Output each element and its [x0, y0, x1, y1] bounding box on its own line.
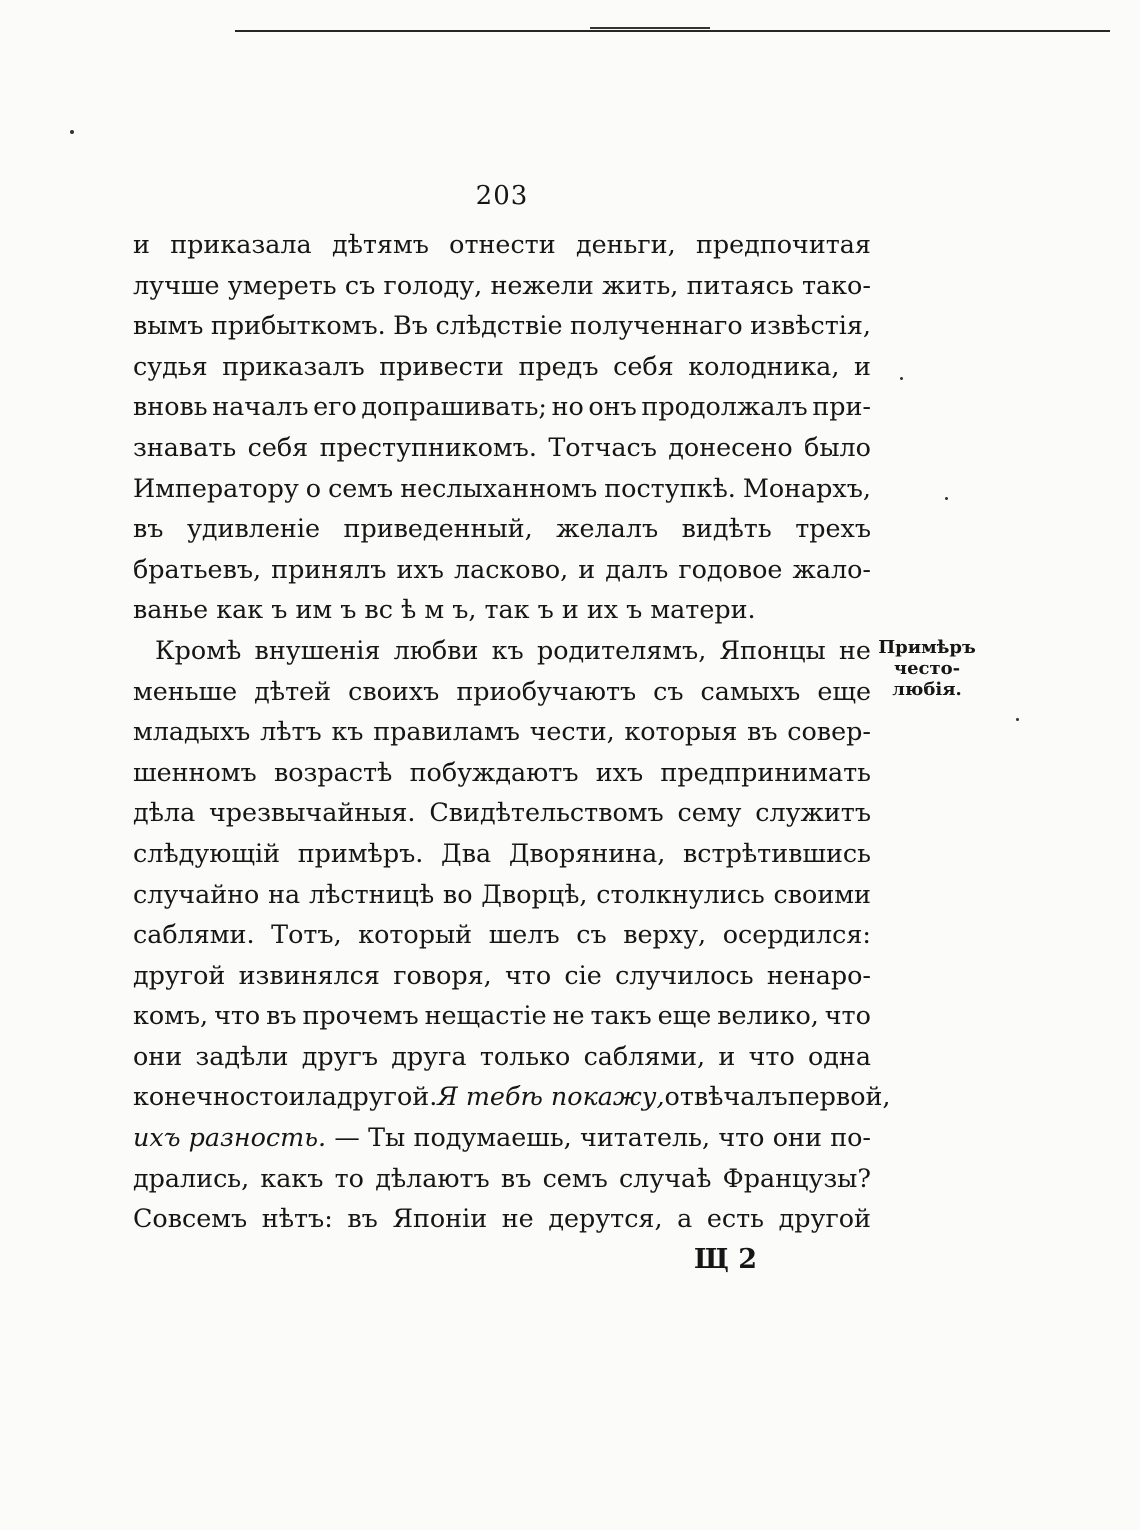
- word: было: [804, 431, 871, 462]
- word: ихъ разность.: [133, 1122, 327, 1153]
- word: саблями,: [583, 1040, 706, 1071]
- word: поступкѣ.: [604, 472, 736, 503]
- text-line: [133, 224, 871, 265]
- word: лучше: [133, 269, 220, 300]
- word: что: [505, 959, 552, 990]
- word: дѣлаютъ: [375, 1162, 490, 1193]
- word: ванье как ъ им ъ вс ѣ м ъ, так ъ и их ъ матери.: [133, 594, 756, 625]
- word: въ: [133, 513, 164, 544]
- word: шелъ: [488, 919, 560, 950]
- word: съ: [576, 919, 607, 950]
- word: вымъ: [133, 310, 204, 341]
- word: знавать: [133, 431, 237, 462]
- word: въ: [500, 1162, 532, 1193]
- word: служитъ: [755, 797, 871, 828]
- word: къ: [491, 634, 524, 665]
- word: себя: [247, 431, 309, 462]
- word: Дворянина,: [508, 837, 666, 868]
- word: меньше: [133, 675, 238, 706]
- word: отвѣчалъ: [664, 1081, 788, 1112]
- word: лѣстницѣ: [308, 878, 435, 909]
- page-number: 203: [475, 181, 529, 211]
- text-line: [133, 427, 871, 468]
- word: началъ: [212, 391, 309, 422]
- text-line: [133, 305, 871, 346]
- text-line: [133, 1076, 891, 1117]
- text-line: [133, 630, 871, 671]
- word: но: [551, 391, 584, 422]
- text-line: [133, 1036, 871, 1077]
- word: и: [133, 229, 150, 259]
- word: слѣдующій: [133, 837, 280, 868]
- word: деньги,: [575, 229, 676, 259]
- word: такъ: [590, 1000, 652, 1031]
- word: любви: [393, 634, 479, 665]
- word: тако-: [801, 269, 871, 300]
- word: еще: [817, 675, 871, 706]
- word: нежели: [490, 269, 594, 300]
- word: съ: [344, 269, 376, 300]
- word: другой: [133, 959, 226, 990]
- text-line: [133, 508, 871, 549]
- word: прочемъ: [302, 1000, 419, 1031]
- word: съ: [653, 675, 684, 706]
- word: одна: [808, 1040, 871, 1071]
- word: дрались,: [133, 1162, 250, 1193]
- word: случаѣ: [618, 1162, 712, 1193]
- text-line: [133, 1158, 871, 1199]
- word: есть: [706, 1203, 765, 1234]
- word: сему: [677, 797, 742, 828]
- word: сіе: [564, 959, 602, 990]
- word: допрашивать;: [361, 391, 547, 422]
- word: принялъ: [271, 553, 387, 584]
- text-line: [133, 468, 871, 509]
- word: чести,: [529, 716, 615, 747]
- word: не: [838, 634, 871, 665]
- scan-speck: [70, 130, 74, 134]
- word: случилось: [615, 959, 754, 990]
- word: и: [578, 553, 596, 584]
- header-rule: [235, 30, 1110, 32]
- word: примѣръ.: [297, 837, 424, 868]
- word: желалъ: [556, 513, 659, 544]
- word: трехъ: [795, 513, 871, 544]
- word: другой: [778, 1203, 871, 1234]
- word: столкнулись: [596, 878, 765, 909]
- word: читатель,: [580, 1122, 711, 1153]
- margin-note-line: често-: [893, 658, 961, 679]
- text-line: [133, 874, 871, 915]
- word: саблями.: [133, 919, 255, 950]
- word: какъ: [260, 1162, 324, 1193]
- word: продолжалъ: [641, 391, 808, 422]
- word: предпринимать: [660, 756, 871, 787]
- text-line: [133, 265, 871, 306]
- word: видѣть: [681, 513, 772, 544]
- word: возрастѣ: [273, 756, 393, 787]
- word: младыхъ: [133, 716, 251, 747]
- word: онъ: [588, 391, 637, 422]
- word: Тотчасъ: [548, 431, 657, 462]
- word: ласково,: [453, 553, 569, 584]
- margin-note: [876, 637, 978, 700]
- word: что: [824, 1000, 871, 1031]
- word: Японцы: [719, 634, 826, 665]
- word: и: [854, 350, 871, 381]
- word: Монархъ,: [742, 472, 871, 503]
- word: предпочитая: [695, 229, 871, 259]
- word: родителямъ,: [536, 634, 707, 665]
- word: неслыханномъ: [400, 472, 598, 503]
- text-line: [133, 671, 871, 712]
- header-rule-thick: [590, 27, 710, 29]
- word: Въ: [393, 310, 428, 341]
- word: прибыткомъ.: [210, 310, 386, 341]
- scan-speck: [1016, 718, 1019, 721]
- text-line: [133, 589, 871, 630]
- word: приобучаютъ: [456, 675, 637, 706]
- word: отнести: [449, 229, 556, 259]
- word: что: [718, 1122, 765, 1153]
- word: Два: [441, 837, 492, 868]
- word: не: [501, 1203, 534, 1234]
- word: семъ: [542, 1162, 608, 1193]
- word: къ: [331, 716, 364, 747]
- body-text: [133, 224, 891, 1239]
- word: на: [268, 878, 301, 909]
- text-line: [133, 995, 871, 1036]
- word: подумаешь,: [413, 1122, 572, 1153]
- word: другой.: [336, 1081, 438, 1112]
- text-line: [133, 549, 871, 590]
- text-line: [133, 386, 871, 427]
- word: далъ: [605, 553, 669, 584]
- word: осердился:: [722, 919, 871, 950]
- word: дерутся,: [548, 1203, 663, 1234]
- word: нещастіе: [424, 1000, 547, 1031]
- word: Я тебѣ покажу,: [437, 1081, 665, 1112]
- word: удивленіе: [186, 513, 320, 544]
- word: слѣдствіе: [435, 310, 563, 341]
- word: Кромѣ: [155, 634, 242, 665]
- text-line: [133, 1117, 871, 1158]
- text-line: [133, 914, 871, 955]
- word: дѣла: [133, 797, 196, 828]
- word: и: [718, 1040, 736, 1071]
- word: Императору: [133, 472, 299, 503]
- word: чрезвычайныя.: [209, 797, 416, 828]
- word: а: [677, 1203, 693, 1234]
- word: не: [552, 1000, 585, 1031]
- word: первой,: [787, 1081, 891, 1112]
- word: семъ: [328, 472, 394, 503]
- word: говоря,: [393, 959, 492, 990]
- word: по-: [830, 1122, 871, 1153]
- word: въ: [266, 1000, 297, 1031]
- text-line: [133, 955, 871, 996]
- text-line: [133, 833, 871, 874]
- word: шенномъ: [133, 756, 257, 787]
- word: извинялся: [238, 959, 380, 990]
- word: донесено: [668, 431, 793, 462]
- word: ихъ: [595, 756, 644, 787]
- word: то: [334, 1162, 364, 1193]
- text-line: [133, 752, 871, 793]
- word: ихъ: [396, 553, 444, 584]
- word: Французы?: [722, 1162, 871, 1193]
- word: совер-: [787, 716, 871, 747]
- word: дѣтямъ: [331, 229, 429, 259]
- word: извѣстія,: [750, 310, 871, 341]
- catchword: Щ 2: [694, 1244, 758, 1275]
- word: которыя: [624, 716, 738, 747]
- word: преступникомъ.: [319, 431, 537, 462]
- word: они: [133, 1040, 183, 1071]
- word: своими: [773, 878, 871, 909]
- word: стоила: [245, 1081, 337, 1112]
- word: приведенный,: [343, 513, 533, 544]
- word: жить,: [602, 269, 679, 300]
- word: братьевъ,: [133, 553, 262, 584]
- word: дѣтей: [254, 675, 332, 706]
- word: о: [305, 472, 322, 503]
- word: правиламъ: [373, 716, 520, 747]
- word: приказалъ: [222, 350, 365, 381]
- word: его: [313, 391, 357, 422]
- word: что: [214, 1000, 261, 1031]
- margin-note-line: любія.: [892, 679, 962, 700]
- word: лѣтъ: [260, 716, 322, 747]
- word: Дворцѣ,: [481, 878, 588, 909]
- word: другъ: [301, 1040, 378, 1071]
- word: въ: [347, 1203, 378, 1234]
- scan-speck: [945, 497, 948, 500]
- word: еще: [657, 1000, 712, 1031]
- word: своихъ: [348, 675, 440, 706]
- word: себя: [613, 350, 674, 381]
- word: побуждаютъ: [409, 756, 579, 787]
- word: предъ: [518, 350, 599, 381]
- word: вновь: [133, 391, 208, 422]
- word: верху,: [623, 919, 707, 950]
- word: Совсемъ: [133, 1203, 248, 1234]
- text-line: [133, 711, 871, 752]
- scan-speck: [900, 377, 903, 380]
- word: приказала: [170, 229, 312, 259]
- text-line: [133, 792, 871, 833]
- word: Ты: [368, 1122, 406, 1153]
- margin-note-line: Примѣръ: [878, 637, 976, 658]
- word: Тотъ,: [271, 919, 342, 950]
- word: колодника,: [688, 350, 840, 381]
- word: что: [748, 1040, 795, 1071]
- word: случайно: [133, 878, 260, 909]
- word: комъ,: [133, 1000, 209, 1031]
- word: Свидѣтельствомъ: [429, 797, 664, 828]
- word: конечно: [133, 1081, 246, 1112]
- text-line: [133, 1198, 871, 1239]
- word: нѣтъ:: [261, 1203, 333, 1234]
- word: встрѣтившись: [683, 837, 871, 868]
- word: годовое: [678, 553, 783, 584]
- word: внушенія: [254, 634, 381, 665]
- word: велико,: [717, 1000, 819, 1031]
- word: жало-: [792, 553, 871, 584]
- text-line: [133, 346, 871, 387]
- word: привести: [379, 350, 504, 381]
- word: питаясь: [686, 269, 794, 300]
- word: при-: [812, 391, 871, 422]
- word: они: [772, 1122, 822, 1153]
- word: умереть: [227, 269, 337, 300]
- word: задѣли: [195, 1040, 289, 1071]
- word: во: [442, 878, 473, 909]
- word: въ: [747, 716, 778, 747]
- word: голоду,: [383, 269, 483, 300]
- word: судья: [133, 350, 208, 381]
- word: только: [479, 1040, 571, 1071]
- word: —: [334, 1122, 360, 1153]
- word: самыхъ: [700, 675, 801, 706]
- word: который: [358, 919, 473, 950]
- word: полученнаго: [569, 310, 743, 341]
- word: друга: [391, 1040, 467, 1071]
- word: Японіи: [392, 1203, 488, 1234]
- word: ненаро-: [766, 959, 871, 990]
